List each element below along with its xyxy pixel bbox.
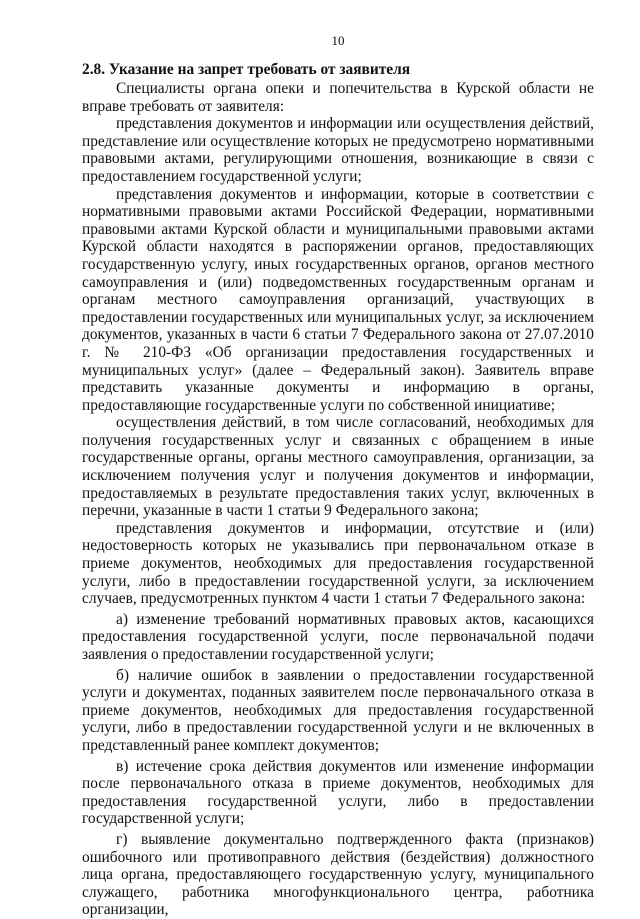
paragraph-item: представления документов и информации, отсутствие и (или) недостоверность которых не указывались при первоначальном отказе в приеме документов, необходимых для предоставления государственной услуги, либо в предоставлении государственной услуги, за исключением случаев, предусмотренных пунктом 4 части 1 статьи 7 Федерального закона: [82,519,594,608]
paragraph-intro: Специалисты органа опеки и попечительства в Курской области не вправе требовать от заявителя: [82,80,594,115]
document-body [82,60,594,919]
paragraph-item: осуществления действий, в том числе согласований, необходимых для получения государственных услуг и связанных с обращением в иные государственные органы, органы местного самоуправления, организации, за исключением получения услуг и получения документов и информации, предоставляемых в результате предоставления таких услуг, включенных в перечни, указанные в части 1 статьи 9 Федерального закона; [82,414,594,520]
section-heading: 2.8. Указание на запрет требовать от заявителя [82,61,411,78]
paragraph-item: представления документов и информации, которые в соответствии с нормативными правовыми актами Российской Федерации, нормативными правовыми актами Курской области и муниципальными правовыми актами Курской области находятся в распоряжении органов, предоставляющих государственную услугу, иных государственных органов, органов местного самоуправления и (или) подведомственных государственным органам и органам местного самоуправления организаций, участвующих в предоставлении государственных или муниципальных услуг, за исключением документов, указанных в части 6 статьи 7 Федерального закона от 27.07.2010 г. № 210-ФЗ «Об организации предоставления государственных и муниципальных услуг» (далее – Федеральный закон). Заявитель вправе представить указанные документы и информацию в органы, предоставляющие государственные услуги по собственной инициативе; [82,185,594,414]
paragraph-item: представления документов и информации или осуществления действий, представление или осуществление которых не предусмотрено нормативными правовыми актами, регулирующими отношения, возникающие в связи с предоставлением государственной услуги; [82,115,594,185]
page-number: 10 [331,33,345,48]
paragraph-subitem: в) истечение срока действия документов или изменение информации после первоначального отказа в приеме документов, необходимых для предоставления государственной услуги, либо в предоставлении государственной услуги; [82,757,594,828]
paragraph-subitem: б) наличие ошибок в заявлении о предоставлении государственной услуги и документах, поданных заявителем после первоначального отказа в приеме документов, необходимых для предоставления государственной услуги, либо в предоставлении государственной услуги и не включенных в представленный ранее комплект документов; [82,666,594,754]
paragraph-subitem: а) изменение требований нормативных правовых актов, касающихся предоставления государственной услуги, после первоначальной подачи заявления о предоставлении государственной услуги; [82,610,594,663]
paragraph-subitem: г) выявление документально подтвержденного факта (признаков) ошибочного или противоправного действия (бездействия) должностного лица органа, предоставляющего государственную услугу, муниципального служащего, работника многофункционального центра, работника организации, [82,830,594,919]
